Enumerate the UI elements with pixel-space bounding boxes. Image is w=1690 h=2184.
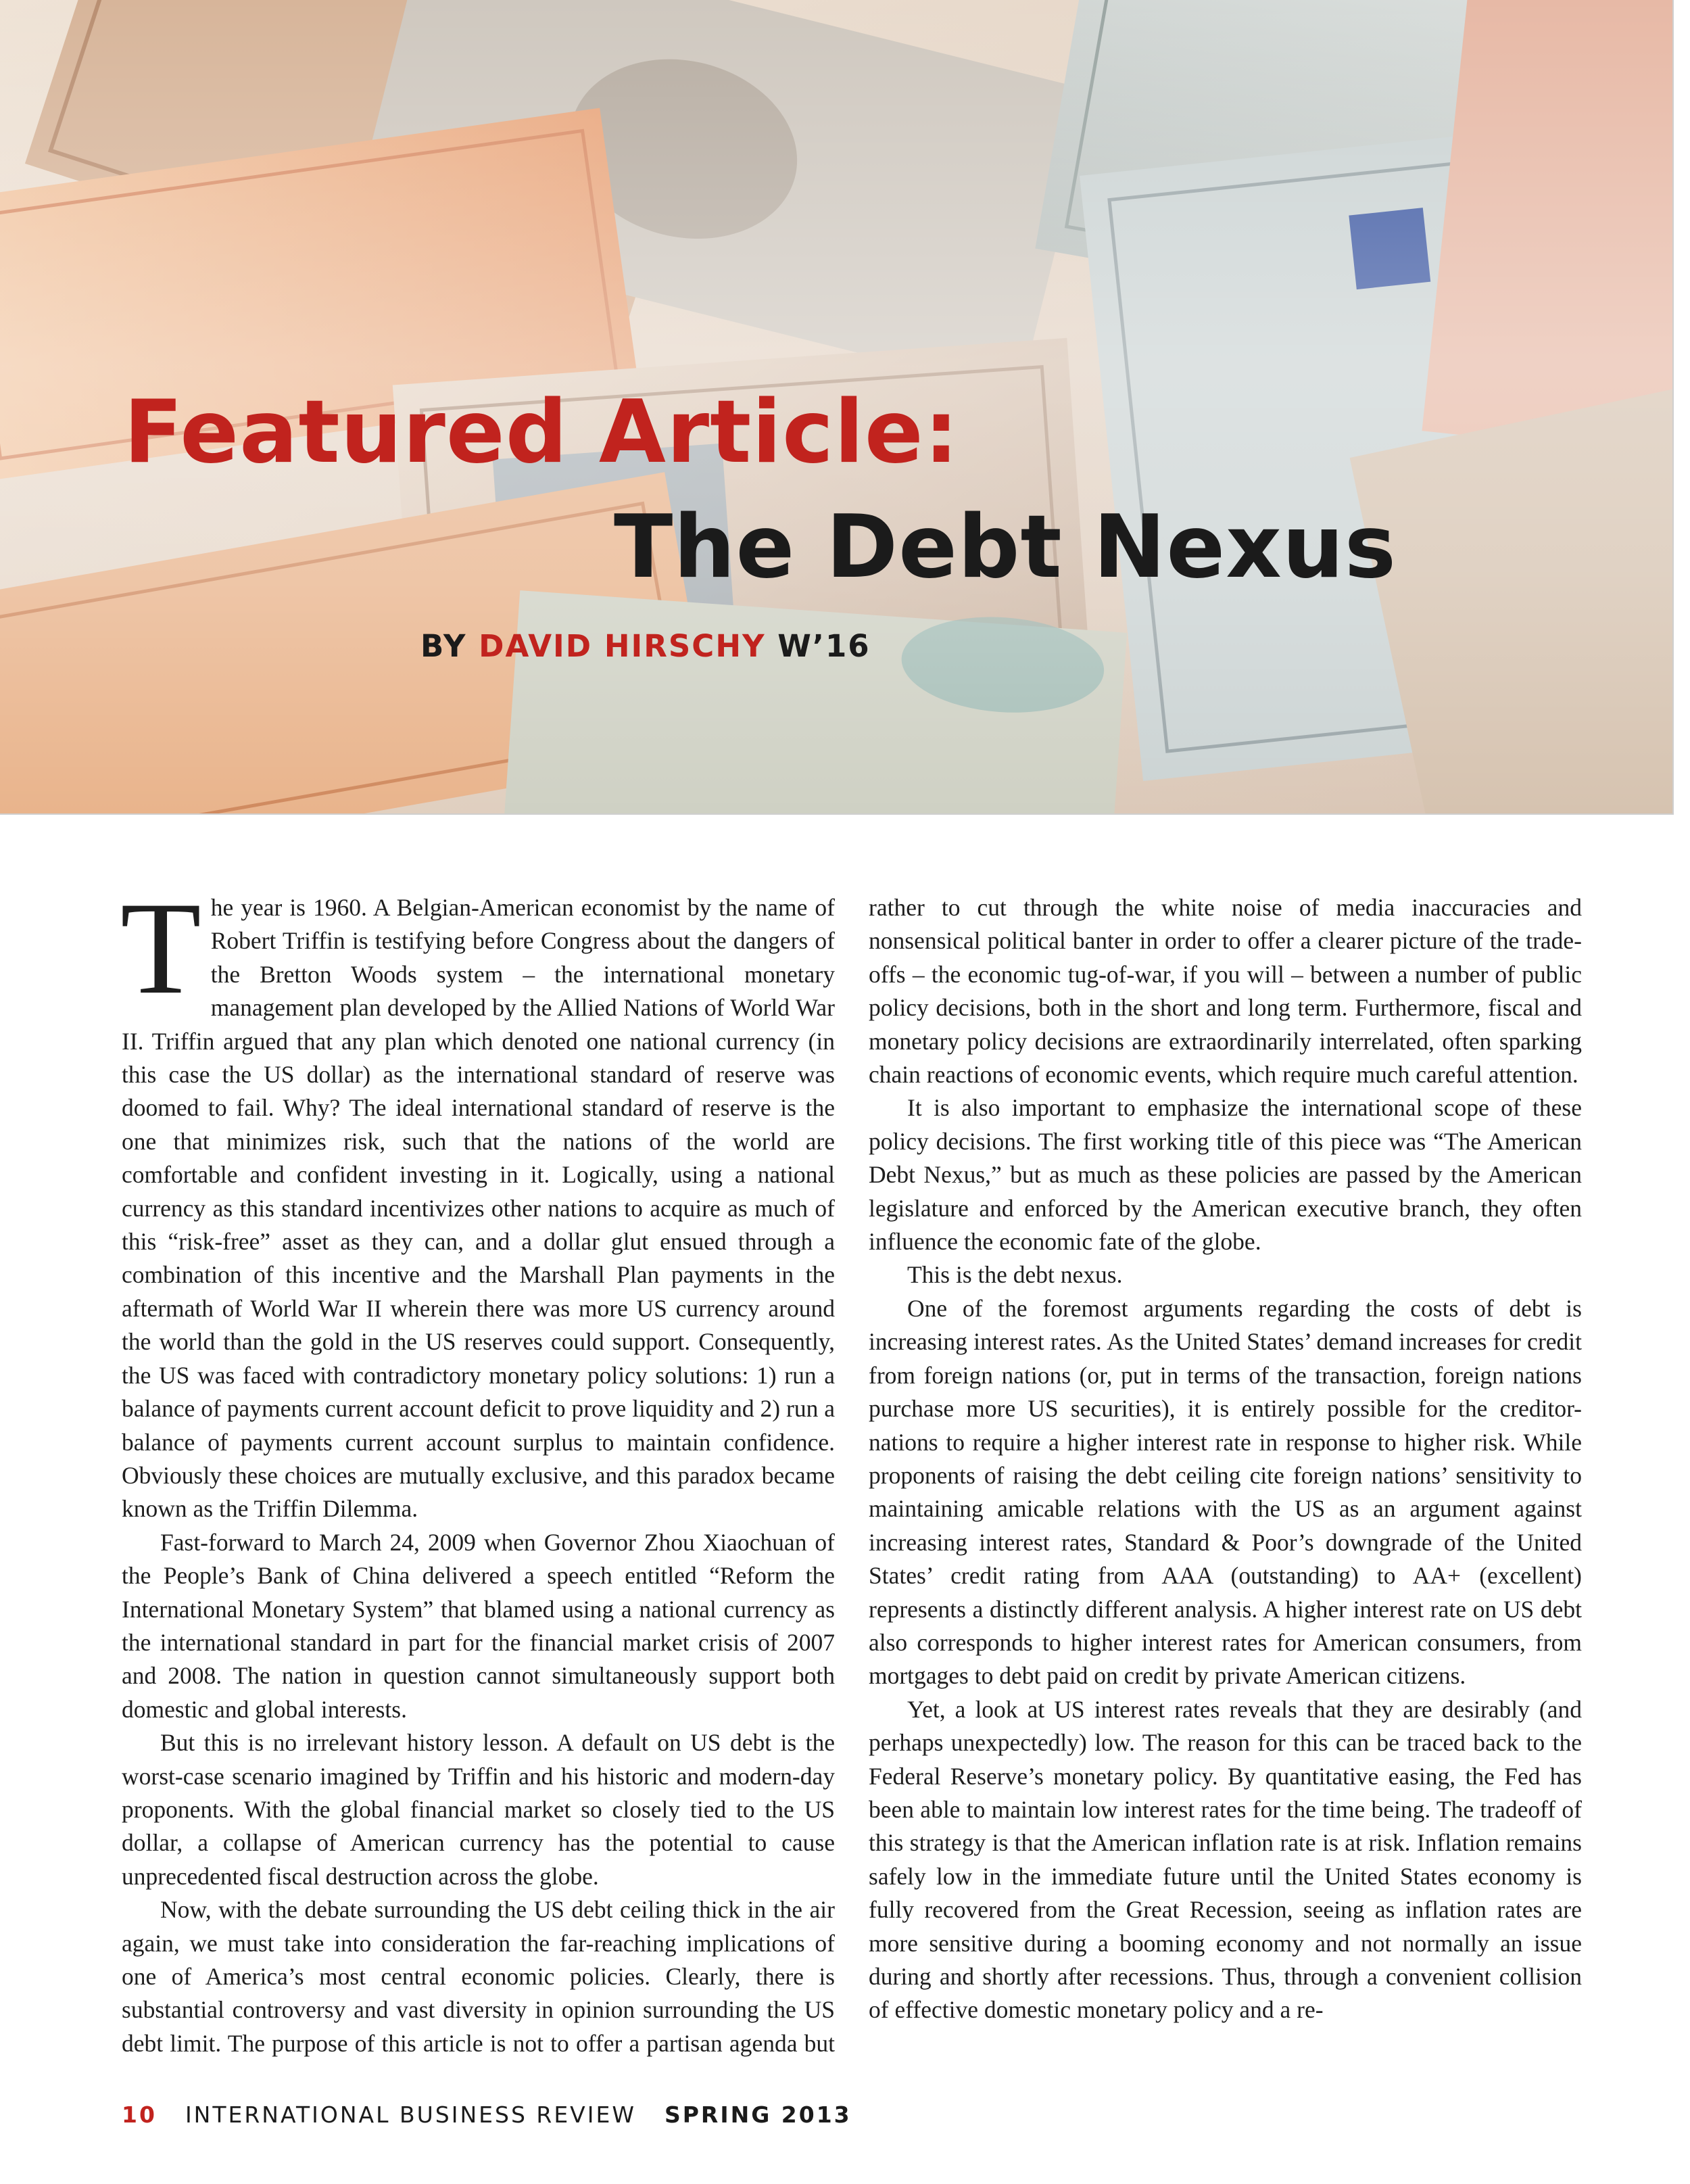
byline-prefix: BY (420, 628, 467, 664)
publication-name: INTERNATIONAL BUSINESS REVIEW (185, 2102, 636, 2128)
paragraph-1-text: he year is 1960. A Belgian-American economist by the name of Robert Triffin is testifying before Congress about the dangers of the Bretton Woods system – the international monetary management plan developed by the Allied Nations of World War II. Triffin argued that any plan which denoted one national currency (in this case the US dollar) as the international standard of reserve was doomed to fail. Why? The ideal international standard of reserve is the one that minimizes risk, such that the nations of the world are comfortable and confident investing in it. Logically, using a national currency as this standard incentivizes other nations to acquire as much of this “risk-free” asset as they can, and a dollar glut ensued through a combination of this incentive and the Marshall Plan payments in the aftermath of World War II wherein there was more US currency around the world than the gold in the US reserves could support. Consequently, the US was faced with contradictory monetary policy solutions: 1) run a balance of payments current account deficit to prove liquidity and 2) run a balance of payments current account surplus to maintain confidence. Obviously these choices are mutually exclusive, and this paradox became known as the Triffin Dilemma. (122, 894, 835, 1523)
paragraph-3: But this is no irrelevant history lesson. A default on US debt is the worst-case scenario imagined by Triffin and his historic and modern-day proponents. With the global financial market so closely tied to the US dollar, a collapse of American currency has the potential to cause unprecedented fiscal destruction across the globe. (122, 1729, 835, 1890)
issue-date: SPRING 2013 (664, 2102, 852, 2128)
paragraph-1 (120, 875, 835, 1526)
paragraph-2: Fast-forward to March 24, 2009 when Governor Zhou Xiaochuan of the People’s Bank of China delivered a speech entitled “Reform the International Monetary System” that blamed using a national currency as the international standard in part for the financial market crisis of 2007 and 2008. The nation in question cannot simultaneously support both domestic and global interests. (122, 1528, 835, 1723)
byline-class-year: W’16 (777, 628, 871, 664)
paragraph-7: One of the foremost arguments regarding the costs of debt is increasing interest rates. As the United States’ demand increases for credit from foreign nations (or, put in terms of the transaction, foreign nations purchase more US securities), it is entirely possible for the creditor-nations to require a higher interest rate in response to higher risk. While proponents of raising the debt ceiling cite foreign nations’ sensitivity to maintaining amicable relations with the US as an argument against increasing interest rates, Standard & Poor’s downgrade of the United States’ credit rating from AAA (outstanding) to AA+ (excellent) represents a distinctly different analysis. A higher interest rate on US debt also corresponds to higher interest rates for American consumers, from mortgages to debt paid on credit by private American citizens. (869, 1294, 1582, 1690)
page-number: 10 (122, 2102, 157, 2128)
drop-cap: T (120, 875, 201, 1022)
paragraph-6: This is the debt nexus. (907, 1261, 1123, 1289)
article-body (120, 875, 1582, 2068)
paragraph-8: Yet, a look at US interest rates reveals that they are desirably (and perhaps unexpectedly) low. The reason for this can be traced back to the Federal Reserve’s monetary policy. By quantitative easing, the Fed has been able to maintain low interest rates for the time being. The tradeoff of this strategy is that the American inflation rate is at risk. Inflation remains safely low in the immediate future until the United States economy is fully recovered from the Great Recession, seeing as inflation rates are more sensitive during a booming economy and not normally an issue during and shortly after recessions. Thus, through a convenient collision of effective domestic monetary policy and a re- (869, 1695, 1582, 2024)
title-debt-nexus: The Debt Nexus (614, 497, 1397, 598)
paragraph-5: It is also important to emphasize the international scope of these policy decisions. The first working title of this piece was “The American Debt Nexus,” but as much as these policies are passed by the American legislature and enforced by the American executive branch, they often influence the economic fate of the globe. (869, 1094, 1582, 1256)
hero-banner (0, 0, 1674, 815)
paragraph-4: Now, with the debate surrounding the US debt ceiling thick in the air again, we must take into consideration the far-reaching implications of one of America’s most central economic policies. Clearly, there is substantial controversy and vast diversity in opinion surrounding the US debt limit. The purpose of this article is not to offer a partisan agenda but rather to cut through the white noise of media inaccuracies and nonsensical political banter in order to offer a clearer picture of the trade-offs – the economic tug-of-war, if you will – between a number of public policy decisions, both in the short and long term. Furthermore, fiscal and monetary policy decisions are extraordinarily interrelated, often sparking chain reactions of economic events, which require much careful attention. (122, 894, 1582, 2057)
title-featured-article: Featured Article: (124, 382, 959, 483)
page-footer (122, 2100, 852, 2130)
byline (420, 626, 871, 667)
byline-author: DAVID HIRSCHY (479, 628, 766, 664)
